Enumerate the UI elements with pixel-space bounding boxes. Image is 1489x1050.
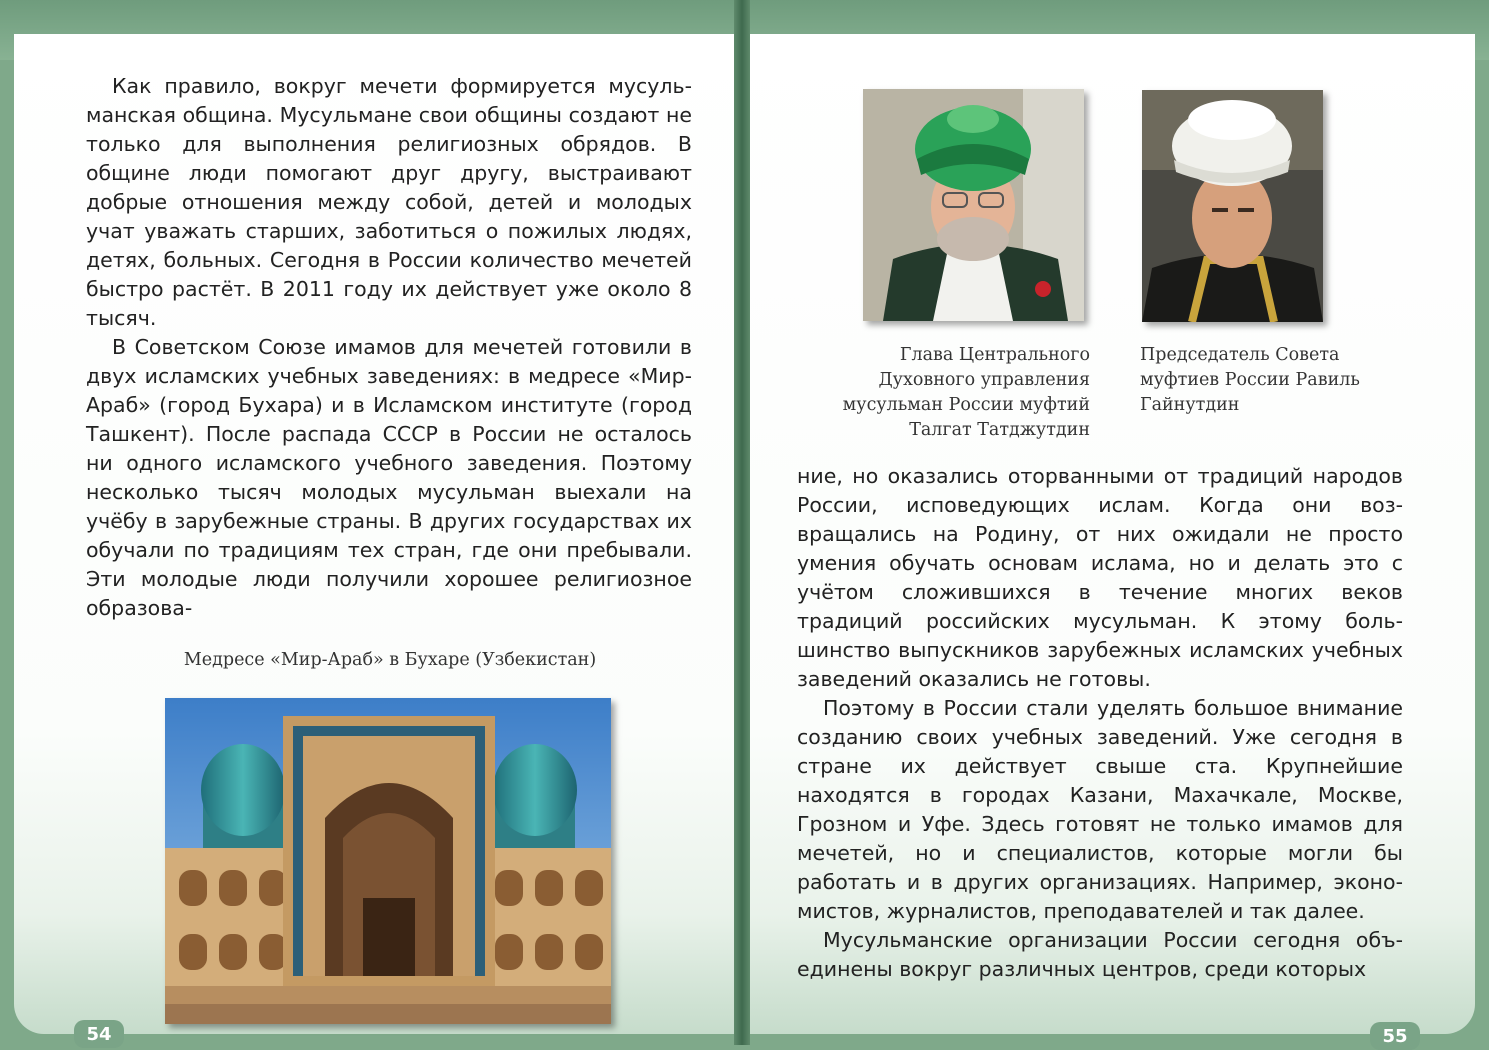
paragraph-continuation: ние, но оказались оторванными от традиций народов России, исповедующих ислам. Когда они возвращались на Родину, от них ожидали не просто умения обучать основам ислама, но и делать это с учётом сложившихся в течение многих веков традиций российских мусульман. К этому большинство выпускников зарубежных исламских учебных заведений оказались не готовы. — [797, 464, 1403, 691]
portrait-talgat-tadzhuddin — [863, 89, 1084, 321]
madrasa-photo-caption: Медресе «Мир-Араб» в Бухаре (Узбекистан) — [183, 650, 597, 670]
paragraph-soviet-imams: В Советском Союзе имамов для мечетей готовили в двух исламских учебных заведениях: в медресе «Мир-Араб» (город Бухара) и в Исламском институте (город Ташкент). После распада СССР в России не осталось ни одного исламского учебного заведения. Поэтому несколько тысяч молодых мусульман выехали на учёбу в зарубежные страны. В других государствах их обучали по традициям тех стран, где они пребывали. Эти молодые люди получили хорошее религиозное образова- — [86, 335, 692, 620]
paragraph-mosque-community: Как правило, вокруг мечети формируется мусульманская община. Мусульмане свои общины создают не только для выполнения религиозных обрядов. В общине люди помогают друг другу, выстраивают добрые отношения между собой, детей и молодых учат уважать старших, заботиться о пожилых людях, детях, больных. Сегодня в России количество мечетей быстро растёт. В 2011 году их действует уже около 8 тысяч. — [86, 74, 692, 330]
left-page-text — [86, 72, 692, 623]
paragraph-muslim-organizations: Мусульманские организации России сегодня объединены вокруг различных центров, среди которых — [797, 928, 1403, 981]
portrait-right-caption: Председатель Совета муфтиев России Равиль Гайнутдин — [1140, 345, 1360, 415]
madrasa-mir-arab-photo — [165, 698, 611, 1024]
page-number-right: 55 — [1370, 1022, 1420, 1050]
page-number-left: 54 — [74, 1020, 124, 1048]
portrait-left-caption: Глава Центрального Духовного управления мусульман России муфтий Талгат Татджутдин — [842, 345, 1090, 440]
book-gutter — [734, 0, 750, 1045]
portrait-ravil-gainutdin — [1142, 90, 1323, 322]
paragraph-russian-schools: Поэтому в России стали уделять большое внимание созданию своих учебных заведений. Уже сегодня в стране их действует свыше ста. Крупнейшие находятся в городах Казани, Махачкале, Москве, Грозном и Уфе. Здесь готовят не только имамов для мечетей, но и специалистов, которые могли бы работать и в других организациях. Например, экономистов, журналистов, преподавателей и так далее. — [797, 696, 1403, 923]
right-page-text — [797, 462, 1403, 984]
